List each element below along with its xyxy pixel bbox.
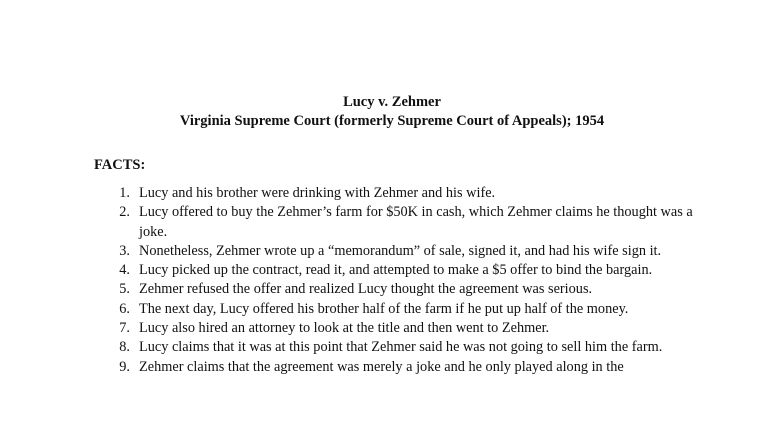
fact-text: Nonetheless, Zehmer wrote up a “memorandum” of sale, signed it, and had his wife sign it.	[139, 242, 662, 259]
fact-item	[112, 184, 712, 203]
facts-heading: FACTS:	[94, 157, 146, 173]
fact-text: Lucy offered to buy the Zehmer’s farm for $50K in cash, which Zehmer claims he thought was a joke.	[139, 204, 693, 240]
fact-number: 2.	[119, 204, 130, 221]
fact-number: 1.	[119, 185, 130, 201]
fact-item	[112, 358, 712, 377]
fact-item	[112, 338, 712, 357]
fact-number: 9.	[119, 358, 130, 375]
fact-item	[112, 280, 712, 299]
fact-item	[112, 242, 712, 261]
facts-list	[112, 184, 712, 377]
fact-text: Lucy also hired an attorney to look at the title and then went to Zehmer.	[139, 320, 550, 337]
fact-item	[112, 261, 712, 280]
fact-text: Zehmer refused the offer and realized Lucy thought the agreement was serious.	[139, 281, 593, 298]
court-subtitle: Virginia Supreme Court (formerly Supreme Court of Appeals); 1954	[179, 113, 605, 129]
fact-number: 8.	[119, 339, 130, 356]
fact-text: Lucy claims that it was at this point that Zehmer said he was not going to sell him the farm.	[139, 339, 663, 356]
fact-text: Lucy picked up the contract, read it, and attempted to make a $5 offer to bind the bargain.	[139, 262, 653, 279]
fact-number: 6.	[119, 300, 130, 317]
fact-number: 7.	[119, 320, 130, 337]
fact-text: Lucy and his brother were drinking with Zehmer and his wife.	[139, 185, 496, 201]
fact-item	[112, 203, 712, 242]
fact-number: 4.	[119, 262, 130, 279]
fact-text: The next day, Lucy offered his brother half of the farm if he put up half of the money.	[139, 300, 629, 317]
fact-text: Zehmer claims that the agreement was merely a joke and he only played along in the	[139, 358, 624, 375]
fact-item	[112, 319, 712, 338]
case-title: Lucy v. Zehmer	[343, 94, 441, 110]
fact-item	[112, 300, 712, 319]
fact-number: 3.	[119, 242, 130, 259]
fact-number: 5.	[119, 281, 130, 298]
